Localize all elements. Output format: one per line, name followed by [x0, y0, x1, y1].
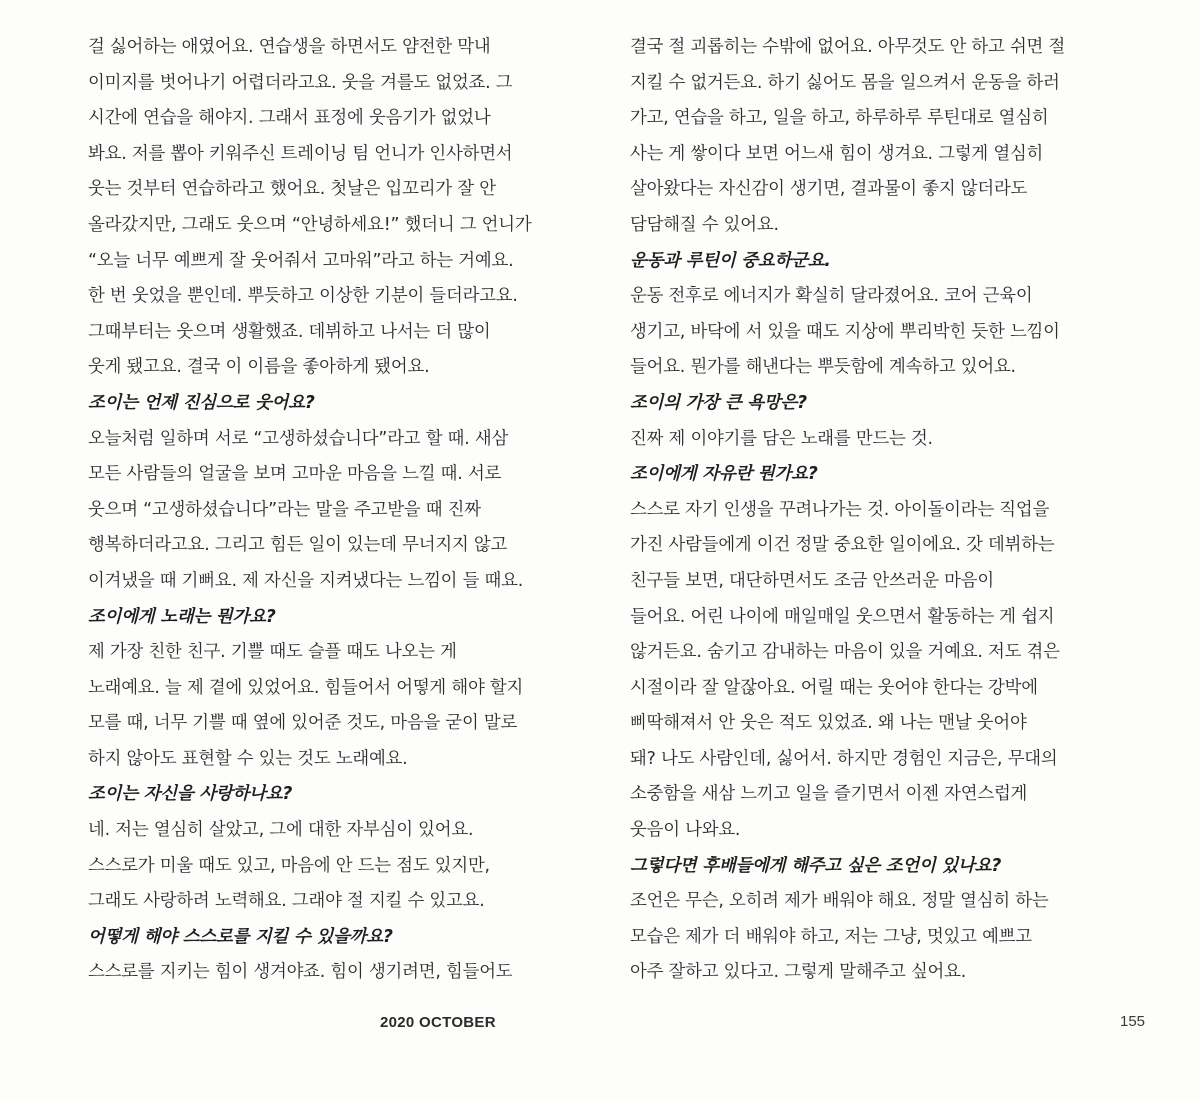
body-text-line: 모를 때, 너무 기쁠 때 옆에 있어준 것도, 마음을 굳이 말로 [88, 713, 518, 734]
body-text-line: 웃음이 나와요. [630, 820, 741, 841]
body-text-line: 운동 전후로 에너지가 확실히 달라졌어요. 코어 근육이 [630, 286, 1033, 307]
right-text-column [630, 30, 1150, 991]
interview-question: 조이는 언제 진심으로 웃어요? [88, 392, 315, 413]
body-text-line: 이미지를 벗어나기 어렵더라고요. 웃을 겨를도 없었죠. 그 [88, 72, 513, 93]
body-text-line: 모습은 제가 더 배워야 하고, 저는 그냥, 멋있고 예쁘고 [630, 926, 1032, 947]
body-text-line: 웃게 됐고요. 결국 이 이름을 좋아하게 됐어요. [88, 357, 430, 378]
body-text-line: 걸 싫어하는 애였어요. 연습생을 하면서도 얌전한 막내 [88, 37, 491, 57]
body-text-line: 지킬 수 없거든요. 하기 싫어도 몸을 일으켜서 운동을 하러 [630, 72, 1060, 93]
body-text-line: 삐딱해져서 안 웃은 적도 있었죠. 왜 나는 맨날 웃어야 [630, 713, 1027, 734]
page-number: 155 [1120, 1013, 1146, 1030]
issue-date: 2020 OCTOBER [380, 1014, 496, 1031]
body-text-line: 친구들 보면, 대단하면서도 조금 안쓰러운 마음이 [630, 570, 994, 591]
body-text-line: 노래예요. 늘 제 곁에 있었어요. 힘들어서 어떻게 해야 할지 [88, 677, 524, 698]
interview-question: 조이는 자신을 사랑하나요? [88, 784, 293, 805]
body-text-line: 그때부터는 웃으며 생활했죠. 데뷔하고 나서는 더 많이 [88, 321, 491, 342]
body-text-line: 가진 사람들에게 이건 정말 중요한 일이에요. 갓 데뷔하는 [630, 535, 1055, 556]
body-text-line: 들어요. 어린 나이에 매일매일 웃으면서 활동하는 게 쉽지 [630, 606, 1055, 627]
interview-question: 조이에게 자유란 뭔가요? [630, 464, 818, 485]
body-text-line: 네. 저는 열심히 살았고, 그에 대한 자부심이 있어요. [88, 820, 474, 841]
body-text-line: 모든 사람들의 얼굴을 보며 고마운 마음을 느낄 때. 서로 [88, 464, 502, 485]
interview-question: 운동과 루틴이 중요하군요. [630, 250, 831, 271]
body-text-line: 스스로를 지키는 힘이 생겨야죠. 힘이 생기려면, 힘들어도 [88, 962, 513, 983]
body-text-line: 사는 게 쌓이다 보면 어느새 힘이 생겨요. 그렇게 열심히 [630, 143, 1044, 164]
body-text-line: 생기고, 바닥에 서 있을 때도 지상에 뿌리박힌 듯한 느낌이 [630, 321, 1060, 342]
body-text-line: 올라갔지만, 그래도 웃으며 “안녕하세요!” 했더니 그 언니가 [88, 214, 532, 235]
body-text-line: 행복하더라고요. 그리고 힘든 일이 있는데 무너지지 않고 [88, 535, 508, 556]
body-text-line: 한 번 웃었을 뿐인데. 뿌듯하고 이상한 기분이 들더라고요. [88, 286, 518, 307]
body-text-line: 조언은 무슨, 오히려 제가 배워야 해요. 정말 열심히 하는 [630, 891, 1049, 912]
body-text-line: 살아왔다는 자신감이 생기면, 결과물이 좋지 않더라도 [630, 179, 1028, 200]
interview-question: 조이에게 노래는 뭔가요? [88, 606, 276, 627]
body-text-line: 진짜 제 이야기를 담은 노래를 만드는 것. [630, 428, 933, 449]
body-text-line: 결국 절 괴롭히는 수밖에 없어요. 아무것도 안 하고 쉬면 절 [630, 37, 1066, 57]
interview-question: 조이의 가장 큰 욕망은? [630, 392, 807, 413]
body-text-line: 들어요. 뭔가를 해낸다는 뿌듯함에 계속하고 있어요. [630, 357, 1016, 378]
body-text-line: 담담해질 수 있어요. [630, 214, 779, 235]
body-text-line: 스스로가 미울 때도 있고, 마음에 안 드는 점도 있지만, [88, 855, 490, 876]
left-text-column [88, 30, 608, 991]
body-text-line: 소중함을 새삼 느끼고 일을 즐기면서 이젠 자연스럽게 [630, 784, 1028, 805]
body-text-line: 시간에 연습을 해야지. 그래서 표정에 웃음기가 없었나 [88, 108, 491, 129]
body-text-line: “오늘 너무 예쁘게 잘 웃어줘서 고마워”라고 하는 거예요. [88, 250, 514, 271]
body-text-line: 않거든요. 숨기고 감내하는 마음이 있을 거예요. 저도 겪은 [630, 642, 1060, 663]
body-text-line: 그래도 사랑하려 노력해요. 그래야 절 지킬 수 있고요. [88, 891, 485, 912]
body-text-line: 아주 잘하고 있다고. 그렇게 말해주고 싶어요. [630, 962, 967, 983]
interview-question: 그렇다면 후배들에게 해주고 싶은 조언이 있나요? [630, 855, 1002, 876]
interview-question: 어떻게 해야 스스로를 지킬 수 있을까요? [88, 926, 393, 947]
body-text-line: 하지 않아도 표현할 수 있는 것도 노래예요. [88, 748, 408, 769]
body-text-line: 봐요. 저를 뽑아 키워주신 트레이닝 팀 언니가 인사하면서 [88, 143, 513, 164]
body-text-line: 돼? 나도 사람인데, 싫어서. 하지만 경험인 지금은, 무대의 [630, 748, 1058, 769]
body-text-line: 제 가장 친한 친구. 기쁠 때도 슬플 때도 나오는 게 [88, 642, 457, 663]
body-text-line: 웃으며 “고생하셨습니다”라는 말을 주고받을 때 진짜 [88, 499, 481, 520]
body-text-line: 가고, 연습을 하고, 일을 하고, 하루하루 루틴대로 열심히 [630, 108, 1049, 129]
body-text-line: 오늘처럼 일하며 서로 “고생하셨습니다”라고 할 때. 새삼 [88, 428, 509, 449]
body-text-line: 이겨냈을 때 기뻐요. 제 자신을 지켜냈다는 느낌이 들 때요. [88, 570, 524, 591]
body-text-line: 시절이라 잘 알잖아요. 어릴 때는 웃어야 한다는 강박에 [630, 677, 1038, 698]
body-text-line: 스스로 자기 인생을 꾸려나가는 것. 아이돌이라는 직업을 [630, 499, 1050, 520]
body-text-line: 웃는 것부터 연습하라고 했어요. 첫날은 입꼬리가 잘 안 [88, 179, 496, 200]
